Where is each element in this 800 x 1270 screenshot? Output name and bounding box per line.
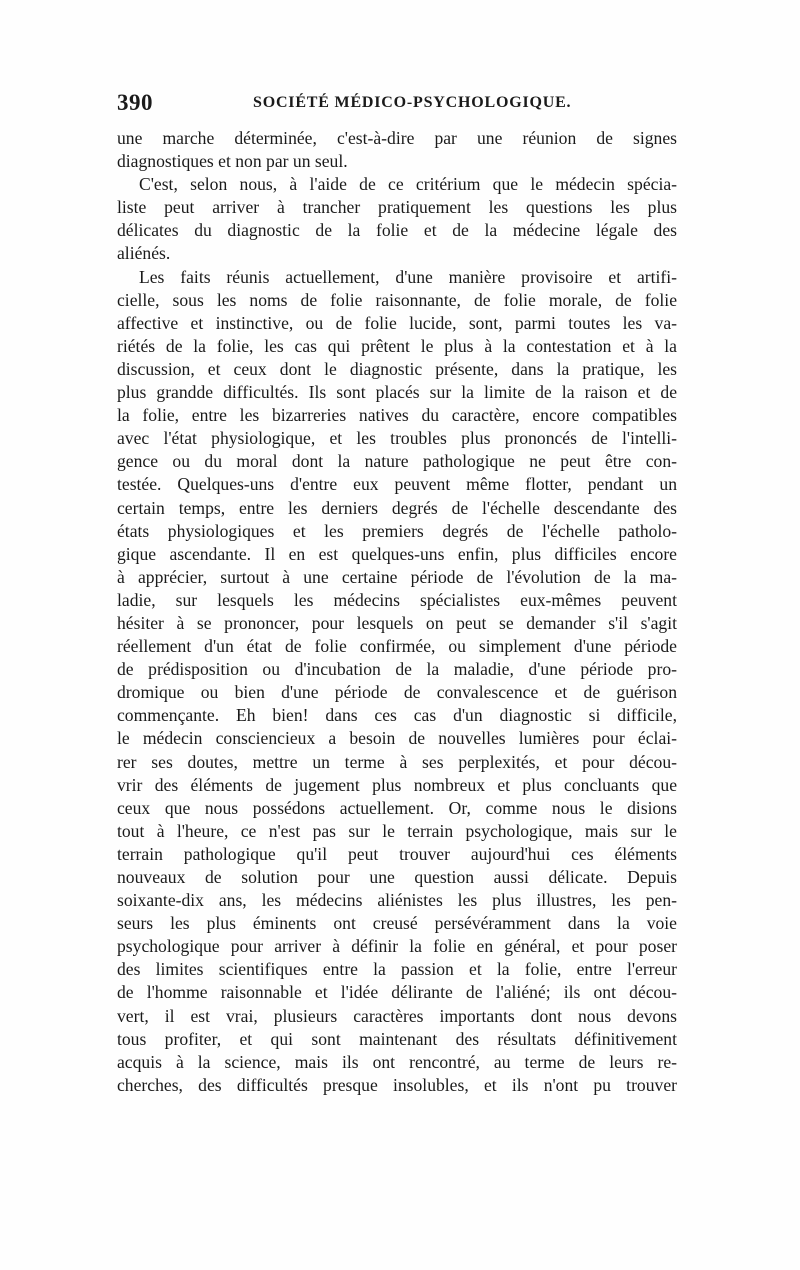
text-line: C'est, selon nous, à l'aide de ce critérium que le médecin spécia- [139,174,677,195]
text-line: gence ou du moral dont la nature pathologique ne peut être con- [117,451,677,472]
text-line: ladie, sur lesquels les médecins spécialistes eux-mêmes peuvent [117,589,677,610]
text-line: cherches, des difficultés presque insolubles, et ils n'ont pu trouver [117,1074,677,1095]
running-title: SOCIÉTÉ MÉDICO-PSYCHOLOGIQUE. [253,94,572,111]
text-line: discussion, et ceux dont le diagnostic présente, dans la pratique, les [117,358,677,379]
text-line: gique ascendante. Il en est quelques-uns enfin, plus difficiles encore [117,543,677,564]
text-line: aliénés. [117,243,171,264]
text-line: plus grandde difficultés. Ils sont placés sur la limite de la raison et de [117,382,677,403]
text-line: états physiologiques et les premiers degrés de l'échelle patholo- [117,520,677,541]
text-line: nouveaux de solution pour une question aussi délicate. Depuis [117,867,677,887]
text-line: liste peut arriver à trancher pratiquement les questions les plus [117,197,677,218]
text-line: riétés de la folie, les cas qui prêtent le plus à la contestation et à la [117,335,677,356]
text-line: certain temps, entre les derniers degrés de l'échelle descendante des [117,497,677,518]
text-line: terrain pathologique qu'il peut trouver aujourd'hui ces éléments [117,843,677,864]
text-line: tout à l'heure, ce n'est pas sur le terrain psychologique, mais sur le [117,820,677,841]
text-line: avec l'état physiologique, et les troubles plus prononcés de l'intelli- [117,428,677,449]
text-line: la folie, entre les bizarreries natives du caractère, encore compatibles [117,405,677,426]
text-line: seurs les plus éminents ont creusé persévéramment dans la voie [117,913,677,934]
text-line: le médecin consciencieux a besoin de nouvelles lumières pour éclai- [117,728,677,749]
page-number: 390 [117,90,153,115]
text-line: à apprécier, surtout à une certaine période de l'évolution de la ma- [117,566,677,587]
text-line: tous profiter, et qui sont maintenant des résultats définitivement [117,1028,677,1049]
body-text [117,127,677,1097]
text-line: affective et instinctive, ou de folie lucide, sont, parmi toutes les va- [117,312,677,333]
text-line: réellement d'un état de folie confirmée, ou simplement d'une période [117,636,677,657]
running-head [117,90,677,120]
text-line: ceux que nous possédons actuellement. Or, comme nous le disions [117,797,677,818]
text-line: psychologique pour arriver à définir la folie en général, et pour poser [117,936,677,957]
text-line: diagnostiques et non par un seul. [117,151,348,172]
text-line: Les faits réunis actuellement, d'une manière provisoire et artifi- [139,266,677,287]
text-line: rer ses doutes, mettre un terme à ses perplexités, et pour décou- [117,751,677,772]
text-line: acquis à la science, mais ils ont rencontré, au terme de leurs re- [117,1051,677,1072]
text-line: soixante-dix ans, les médecins aliénistes les plus illustres, les pen- [117,890,677,911]
text-line: commençante. Eh bien! dans ces cas d'un diagnostic si difficile, [117,705,677,726]
text-line: vrir des éléments de jugement plus nombreux et plus concluants que [117,774,677,795]
text-line: de l'homme raisonnable et l'idée délirante de l'aliéné; ils ont décou- [117,982,677,1003]
text-line: dromique ou bien d'une période de convalescence et de guérison [117,682,677,703]
text-line: de prédisposition ou d'incubation de la maladie, d'une période pro- [117,659,677,680]
text-line: des limites scientifiques entre la passion et la folie, entre l'erreur [117,959,677,980]
text-line: délicates du diagnostic de la folie et de la médecine légale des [117,220,677,241]
text-line: cielle, sous les noms de folie raisonnante, de folie morale, de folie [117,289,677,310]
text-line: testée. Quelques-uns d'entre eux peuvent même flotter, pendant un [117,474,677,495]
text-line: hésiter à se prononcer, pour lesquels on peut se demander s'il s'agit [117,612,677,633]
text-line: vert, il est vrai, plusieurs caractères importants dont nous devons [117,1005,677,1026]
text-line: une marche déterminée, c'est-à-dire par une réunion de signes [117,128,677,148]
